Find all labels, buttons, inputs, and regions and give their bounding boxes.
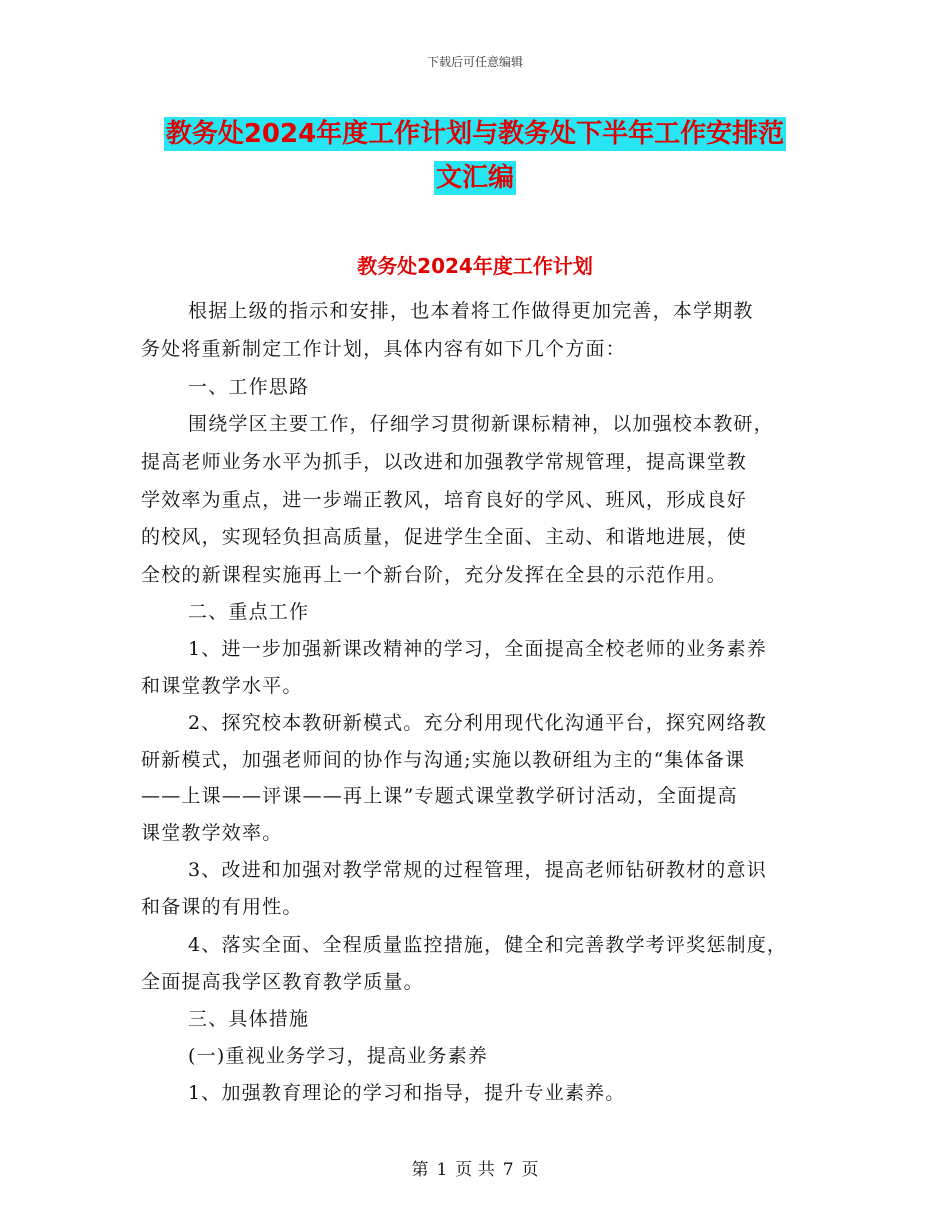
footer-prefix: 第 (411, 1160, 429, 1180)
paragraph-line: 的校风，实现轻负担高质量，促进学生全面、主动、和谐地进展，使 (141, 526, 748, 548)
section-title: 教务处2024年度工作计划 (357, 254, 593, 278)
subsection-heading: (一)重视业务学习，提高业务素养 (188, 1045, 489, 1067)
paragraph-line: 提高老师业务水平为抓手，以改进和加强教学常规管理，提高课堂教 (141, 451, 748, 473)
paragraph-line: 务处将重新制定工作计划，具体内容有如下几个方面： (141, 338, 626, 360)
paragraph-line: ——上课——评课——再上课”专题式课堂教学研讨活动，全面提高 (141, 785, 738, 807)
header-note: 下载后可任意编辑 (426, 55, 523, 69)
paragraph-line: 和课堂教学水平。 (141, 675, 303, 697)
footer-page-number: 1 (436, 1160, 448, 1180)
paragraph-line: 1、加强教育理论的学习和指导，提升专业素养。 (188, 1082, 626, 1104)
paragraph-line: 根据上级的指示和安排，也本着将工作做得更加完善，本学期教 (188, 300, 754, 322)
page-footer (0, 1155, 950, 1180)
footer-suffix: 页 (521, 1160, 539, 1180)
footer-mid: 页 共 (455, 1160, 495, 1180)
paragraph-line: 全面提高我学区教育教学质量。 (141, 971, 424, 993)
paragraph-line: 3、改进和加强对教学常规的过程管理，提高老师钻研教材的意识 (188, 859, 767, 881)
document-title-line-2: 文汇编 (435, 163, 514, 193)
paragraph-line: 全校的新课程实施再上一个新台阶，充分发挥在全县的示范作用。 (141, 564, 727, 586)
section-heading: 二、重点工作 (188, 601, 310, 623)
document-title-line-1: 教务处2024年度工作计划与教务处下半年工作安排范 (165, 119, 785, 149)
paragraph-line: 学效率为重点，进一步端正教风，培育良好的学风、班风，形成良好 (141, 489, 748, 511)
paragraph-line: 4、落实全面、全程质量监控措施，健全和完善教学考评奖惩制度， (188, 934, 788, 956)
section-heading: 三、具体措施 (188, 1008, 310, 1030)
paragraph-line: 2、探究校本教研新模式。充分利用现代化沟通平台，探究网络教 (188, 712, 767, 734)
section-heading: 一、工作思路 (188, 376, 310, 398)
paragraph-line: 围绕学区主要工作，仔细学习贯彻新课标精神，以加强校本教研， (188, 413, 774, 435)
paragraph-line: 1、进一步加强新课改精神的学习，全面提高全校老师的业务素养 (188, 638, 767, 660)
footer-total-pages: 7 (502, 1160, 514, 1180)
paragraph-line: 课堂教学效率。 (141, 822, 283, 844)
paragraph-line: 和备课的有用性。 (141, 896, 303, 918)
paragraph-line: 研新模式，加强老师间的协作与沟通;实施以教研组为主的“集体备课 (141, 749, 746, 771)
